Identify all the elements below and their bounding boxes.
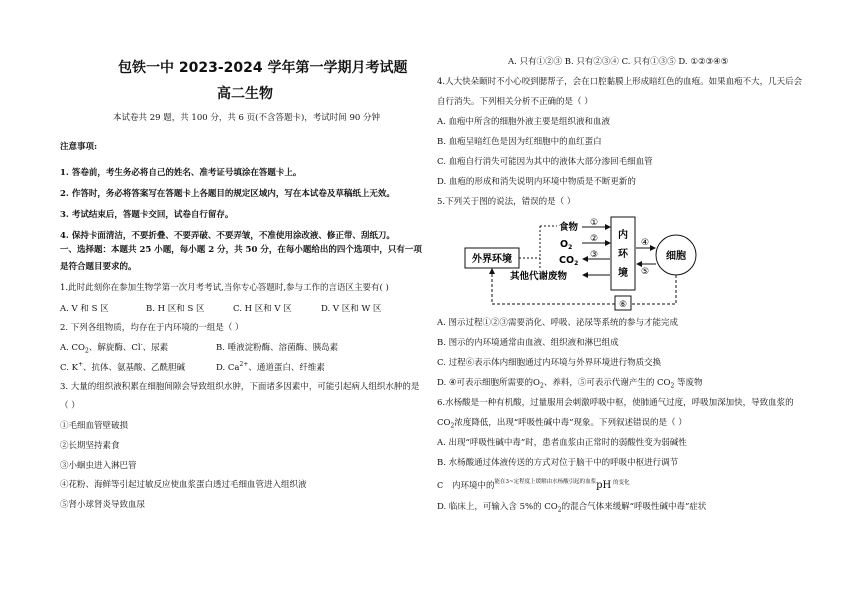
q4-stem-cont: 自行消失。下列相关分析不正确的是（ ） [437,97,593,107]
q2-option-c: C. K+、抗体、氨基酸、乙酰胆碱 [60,361,186,373]
q2-option-a: A. $CO_2$、解旋酶、Cl-、尿素 [60,341,169,355]
step-number: ④ [641,238,650,248]
exam-info: 本试卷共 29 题，共 100 分，共 6 页(不含答题卡)，考试时间 90 分钟 [113,113,381,123]
step-number: ⑤ [641,267,650,277]
q6-option-d: D. 临床上，可输入含 5%的 $CO_2$的混合气体来缓解“呼吸性碱中毒”症状 [437,502,707,514]
food-label: 食物 [559,222,579,233]
q2-option-b: B. 唾液淀粉酶、溶菌酶、胰岛素 [216,343,339,353]
o2-label: $O_2$ [560,239,573,251]
q1-option-c: C. H 区和 V 区 [233,304,292,314]
inner-environment-char: 环 [618,249,628,260]
cell-label: 细胞 [666,251,686,262]
q6-option-b: B. 水杨酸通过体液传送的方式对位于脑干中的呼吸中枢进行调节 [437,458,679,468]
q1-stem: 1.此时此刻你在参加生物学第一次月考考试,当你专心答题时,参与工作的言语区主要有( ) [60,283,389,293]
q6-stem-cont: $CO_2$浓度降低，出现“呼吸性碱中毒”现象。下列叙述错误的是（ ） [437,418,687,430]
q4-option-a: A. 血疱中所含的细胞外液主要是组织液和血液 [437,117,611,127]
q4-option-c: C. 血疱自行消失可能因为其中的液体大部分渗回毛细血管 [437,157,653,167]
outer-environment-label: 外界环境 [472,254,512,265]
q4-stem: 4.人大快朵颐时不小心咬到腮帮子，会在口腔黏膜上形成暗红色的血疱。如果血疱不大，几天后会 [437,77,803,87]
q4-option-b: B. 血疱呈暗红色是因为红细胞中的血红蛋白 [437,137,602,147]
section-heading: 一、选择题：本题共 25 小题，每小题 2 分，共 50 分，在每小题给出的四个选项中，只有一项 [60,245,422,255]
notice-item: 4. 保持卡面清洁，不要折叠、不要弄破、不要弄皱，不准使用涂改液、修正带、刮纸刀。 [60,231,395,241]
exam-title: 包铁一中 2023-2024 学年第一学期月考试题 [118,60,408,76]
step-number: ③ [590,250,599,260]
q4-option-d: D. 血疱的形成和消失说明内环境中物质是不断更新的 [437,177,636,187]
notice-item: 2. 作答时，务必将答案写在答题卡上各题目的规定区域内，写在本试卷及草稿纸上无效。 [60,189,395,199]
step-number: ② [590,234,599,244]
inner-environment-char: 内 [618,230,628,241]
notice-heading: 注意事项: [60,142,98,152]
waste-label: 其他代谢废物 [510,271,568,282]
step-number: ⑥ [618,300,628,310]
q3-options: A. 只有①②③ B. 只有②③④ C. 只有①③⑤ D. ①②③④⑤ [508,57,729,67]
q3-item: ⑤肾小球肾炎导致血尿 [60,500,146,510]
q1-option-b: B. H 区和 S 区 [146,304,205,314]
q3-item: ①毛细血管壁破损 [60,421,129,431]
q5-option-d: D. ④可表示细胞所需要的$O_2$、养料，⑤可表示代谢产生的 $CO_2$ 等废物 [437,378,703,390]
q6-stem: 6.水杨酸是一种有机酸，过量服用会刺激呼吸中枢，使肺通气过度，呼吸加深加快，导致血浆的 [437,398,794,408]
q5-option-b: B. 图示的内环境通常由血液、组织液和淋巴组成 [437,338,619,348]
q3-stem-cont: （ ） [60,401,80,411]
q1-option-a: A. V 和 S 区 [60,304,109,314]
notice-item: 1. 答卷前，考生务必将自己的姓名、准考证号填涂在答题卡上。 [60,168,302,178]
q5-stem: 5.下列关于图的说法，错误的是（ ） [437,197,576,207]
co2-label: $CO_2$ [559,255,579,267]
internal-environment-diagram [460,212,710,314]
notice-item: 3. 考试结束后，答题卡交回，试卷自行留存。 [60,210,234,220]
q2-stem: 2. 下列各组物质，均存在于内环境的一组是（ ） [60,323,244,333]
q2-option-d: D. $Ca^{2+}$、通道蛋白、纤维素 [216,361,325,373]
q5-option-a: A. 图示过程①②③需要消化、呼吸、泌尿等系统的参与才能完成 [437,318,679,328]
q5-option-c: C. 过程⑥表示体内细胞通过内环境与外界环境进行物质交换 [437,358,662,368]
q3-item: ③小蛔虫进入淋巴管 [60,461,137,471]
q3-item: ④花粉、海鲜等引起过敏反应使血浆蛋白透过毛细血管进入组织液 [60,480,307,490]
section-heading-cont: 是符合题目要求的。 [60,262,137,272]
inner-environment-char: 境 [618,268,628,279]
q6-option-c-label: C [437,481,444,490]
q3-stem: 3. 大量的组织液积累在细胞间隙会导致组织水肿，下面诸多因素中，可能引起病人组织水肿的是 [60,382,420,392]
q6-option-c: 内环境中的$^{能在3\sim 定程度上缓解由水杨酸引起的血浆}$pH $^{的变化}$ [452,479,630,491]
q6-option-a: A. 出现“呼吸性碱中毒”时，患者血浆由正常时的弱酸性变为弱碱性 [437,438,687,448]
q1-option-d: D. V 区和 W 区 [321,304,382,314]
subject-title: 高二生物 [217,86,273,102]
q3-item: ②长期坚持素食 [60,441,120,451]
step-number: ① [590,218,599,228]
